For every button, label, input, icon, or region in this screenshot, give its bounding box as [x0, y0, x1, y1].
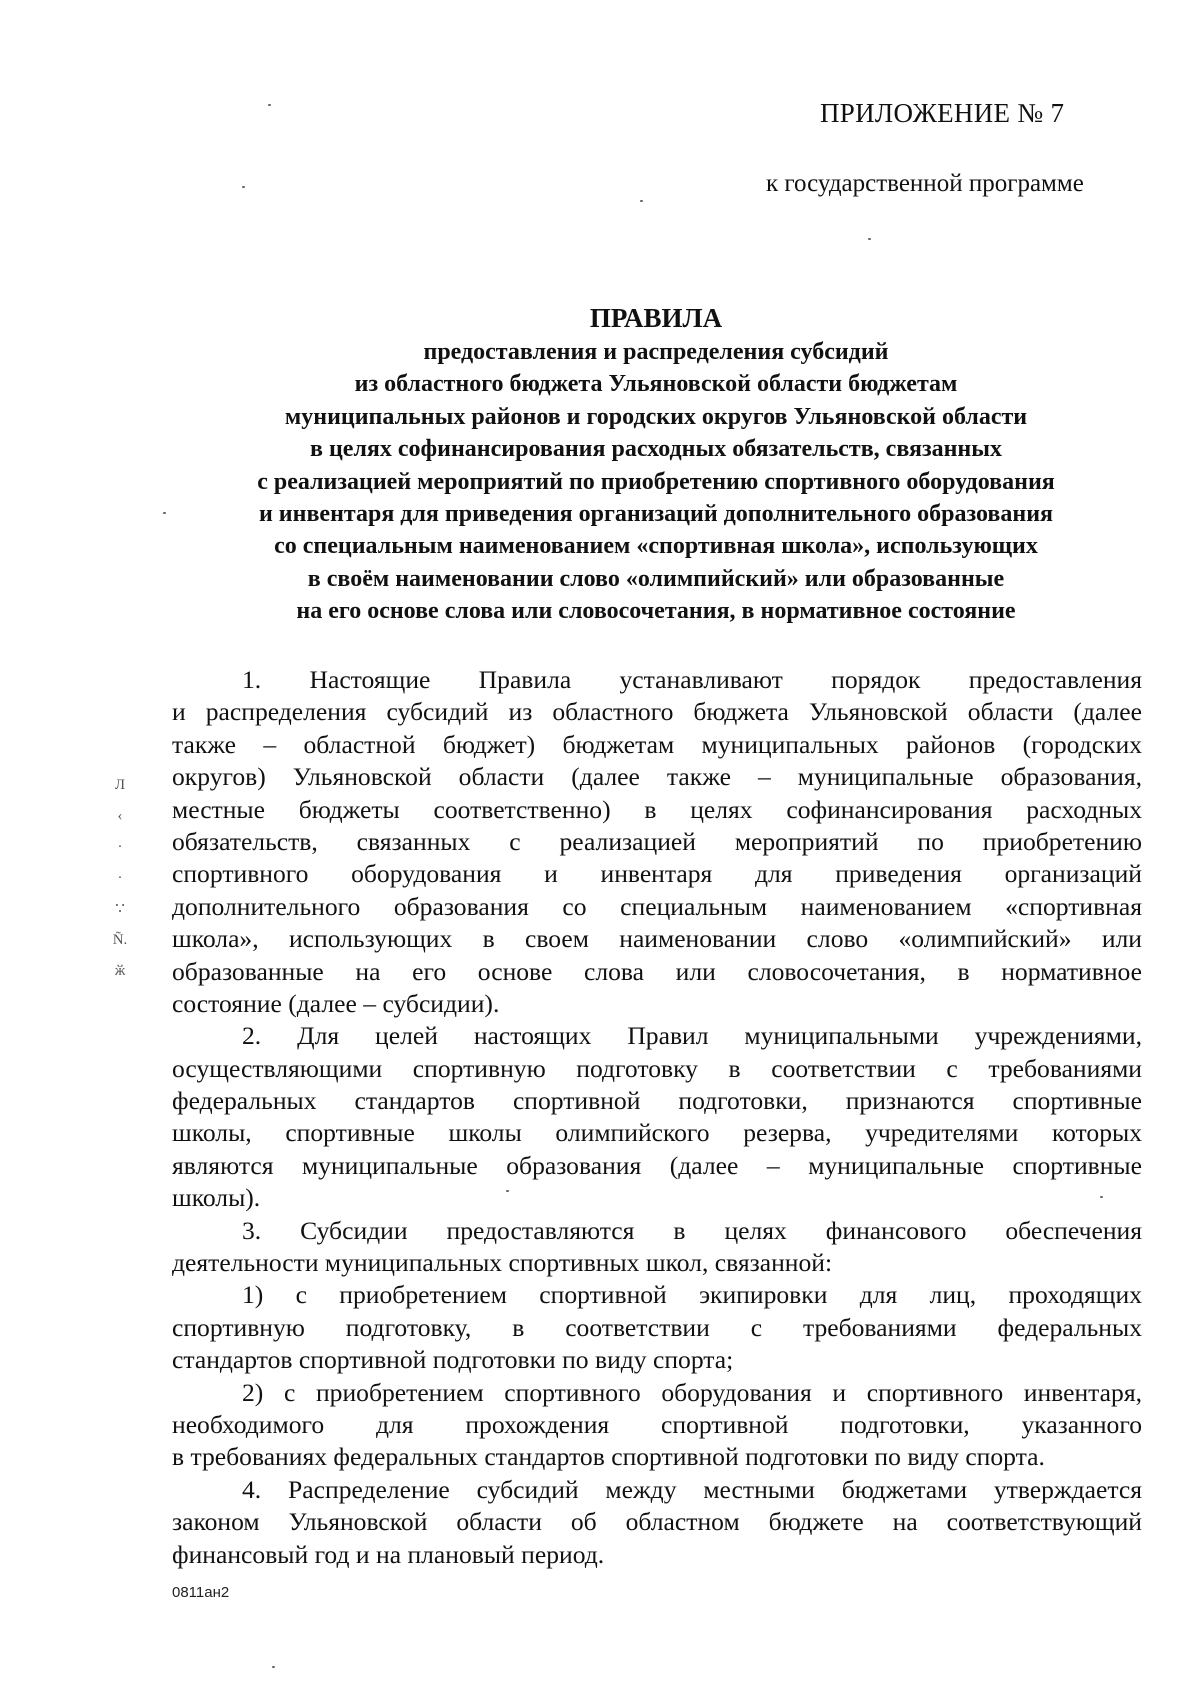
paragraph-2-line: федеральных стандартов спортивной подготовки, признаются спортивные: [172, 1086, 1142, 1116]
scan-speck: [268, 104, 271, 106]
scan-speck: [506, 1190, 509, 1192]
subtitle-line: с реализацией мероприятий по приобретению спортивного оборудования: [257, 468, 1055, 495]
paragraph-2-line: школы, спортивные школы олимпийского резерва, учредителями которых: [172, 1118, 1142, 1148]
subtitle-line: и инвентаря для приведения организаций дополнительного образования: [258, 501, 1054, 528]
paragraph-1-line: обязательств, связанных с реализацией мероприятий по приобретению: [172, 826, 1142, 856]
subtitle-line: из областного бюджета Ульяновской области бюджетам: [354, 371, 958, 398]
scan-speck: [640, 200, 643, 202]
paragraph-1-line: округов) Ульяновской области (далее также – муниципальные образования,: [172, 762, 1142, 792]
paragraph-1-line: 1. Настоящие Правила устанавливают порядок предоставления: [242, 665, 1142, 694]
paragraph-2-line: школы).: [172, 1183, 261, 1213]
paragraph-1-line: образованные на его основе слова или словосочетания, в нормативное: [172, 956, 1142, 986]
paragraph-1-line: местные бюджеты соответственно) в целях софинансирования расходных: [172, 794, 1142, 824]
item-2-line: в требованиях федеральных стандартов спортивной подготовки по виду спорта.: [172, 1442, 1045, 1472]
paragraph-3-line: 3. Субсидии предоставляются в целях финансового обеспечения: [242, 1215, 1142, 1245]
scan-speck: [272, 1666, 275, 1668]
paragraph-4-line: законом Ульяновской области об областном бюджете на соответствующий: [172, 1507, 1142, 1537]
paragraph-3-line: деятельности муниципальных спортивных школ, связанной:: [172, 1248, 833, 1278]
document-code: 0811ан2: [172, 1584, 230, 1601]
scan-speck: [163, 512, 166, 514]
paragraph-4-line: 4. Распределение субсидий между местными бюджетами утверждается: [242, 1474, 1142, 1504]
paragraph-2-line: 2. Для целей настоящих Правил муниципальными учреждениями,: [242, 1021, 1142, 1051]
margin-mark: ·: [117, 870, 123, 886]
subtitle-line: в своём наименовании слово «олимпийский» или образованные: [307, 565, 1005, 592]
margin-mark: ӂ: [114, 963, 126, 979]
subtitle-line: предоставления и распределения субсидий: [423, 339, 889, 365]
scan-speck: [242, 186, 245, 188]
paragraph-4-line: финансовый год и на плановый период.: [172, 1539, 605, 1569]
scan-speck: [1100, 1196, 1103, 1198]
margin-mark: ∵: [115, 901, 125, 917]
rules-title: ПРАВИЛА: [589, 303, 723, 333]
paragraph-1-line: дополнительного образования со специальным наименованием «спортивная: [172, 891, 1142, 921]
subtitle-line: на его основе слова или словосочетания, в нормативное состояние: [296, 598, 1016, 625]
item-1-line: спортивную подготовку, в соответствии с требованиями федеральных: [172, 1312, 1142, 1342]
subtitle-line: муниципальных районов и городских округов Ульяновской области: [284, 403, 1028, 430]
margin-mark: ·: [117, 839, 123, 855]
rules-body: [172, 664, 1142, 1571]
item-1-line: 1) с приобретением спортивной экипировки для лиц, проходящих: [242, 1280, 1142, 1310]
paragraph-2-line: являются муниципальные образования (далее – муниципальные спортивные: [172, 1150, 1142, 1180]
paragraph-1-line: и распределения субсидий из областного бюджета Ульяновской области (далее: [172, 697, 1142, 727]
margin-mark: ‹: [117, 808, 123, 824]
paragraph-1-line: спортивного оборудования и инвентаря для приведения организаций: [172, 859, 1142, 889]
paragraph-1-line: школа», использующих в своем наименовании слово «олимпийский» или: [172, 924, 1142, 954]
rules-subtitle: [150, 336, 1162, 628]
annex-subtitle: к государственной программе: [766, 170, 1084, 197]
paragraph-1-line: также – областной бюджет) бюджетам муниципальных районов (городских: [172, 729, 1142, 759]
item-2-line: 2) с приобретением спортивного оборудования и спортивного инвентаря,: [242, 1377, 1142, 1407]
scan-speck: [868, 238, 871, 240]
item-1-line: стандартов спортивной подготовки по виду спорта;: [172, 1345, 734, 1375]
margin-stamp-marks: [108, 770, 132, 987]
paragraph-2-line: осуществляющими спортивную подготовку в соответствии с требованиями: [172, 1053, 1142, 1083]
paragraph-1-line: состояние (далее – субсидии).: [172, 988, 500, 1018]
item-2-line: необходимого для прохождения спортивной подготовки, указанного: [172, 1409, 1142, 1439]
subtitle-line: со специальным наименованием «спортивная школа», использующих: [274, 533, 1038, 560]
subtitle-line: в целях софинансирования расходных обязательств, связанных: [310, 436, 1002, 463]
margin-mark: Ñ.: [112, 932, 128, 948]
margin-mark: Л: [114, 777, 126, 793]
annex-label: ПРИЛОЖЕНИЕ № 7: [820, 98, 1065, 128]
